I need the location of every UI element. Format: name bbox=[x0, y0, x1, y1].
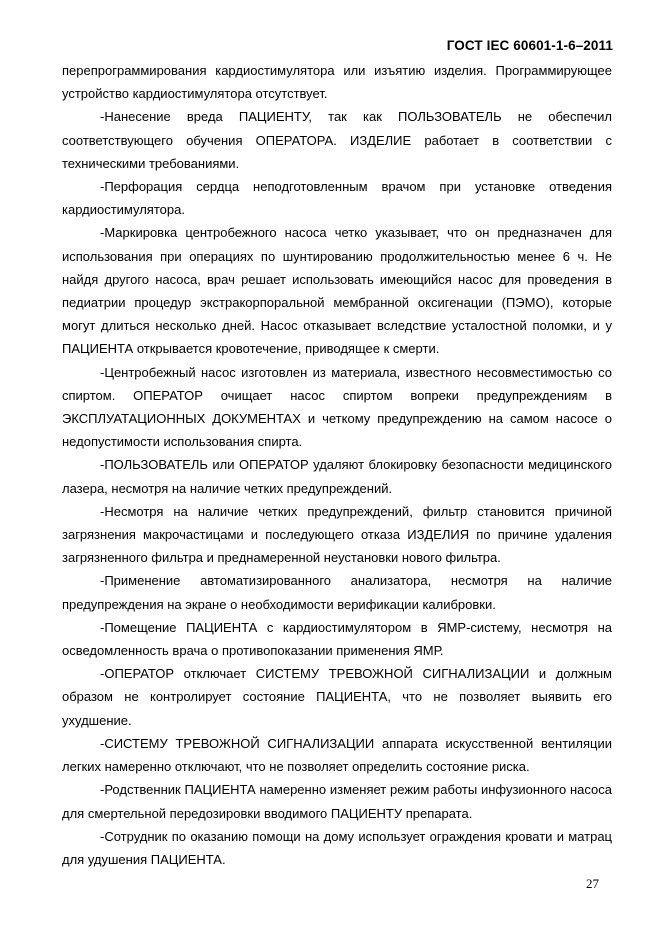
paragraph: -ОПЕРАТОР отключает СИСТЕМУ ТРЕВОЖНОЙ СИГНАЛИЗАЦИИ и должным образом не контролирует состояние ПАЦИЕНТА, что не позволяет выявить его ухудшение. bbox=[62, 666, 612, 728]
paragraph: -Маркировка центробежного насоса четко указывает, что он предназначен для использования при операциях по шунтированию продолжительностью менее 6 ч. Не найдя другого насоса, врач решает использовать имеющийся насос для проведения в педиатрии процедур экстракорпоральной мембранной оксигенации (ПЭМО), которые могут длиться несколько дней. Насос отказывает вследствие усталостной поломки, и у ПАЦИЕНТА открывается кровотечение, приводящее к смерти. bbox=[62, 225, 612, 357]
standard-header: ГОСТ IEC 60601-1-6–2011 bbox=[446, 38, 613, 53]
paragraph: -Сотрудник по оказанию помощи на дому использует ограждения кровати и матрац для удушения ПАЦИЕНТА. bbox=[62, 828, 612, 867]
paragraph: -Помещение ПАЦИЕНТА с кардиостимулятором в ЯМР-систему, несмотря на осведомленность врача о противопоказании применения ЯМР. bbox=[62, 619, 612, 659]
paragraph: -Нанесение вреда ПАЦИЕНТУ, так как ПОЛЬЗОВАТЕЛЬ не обеспечил соответствующего обучения ОПЕРАТОРА. ИЗДЕЛИЕ работает в соответствии с техническими требованиями. bbox=[62, 109, 612, 171]
paragraph: -Применение автоматизированного анализатора, несмотря на наличие предупреждения на экране о необходимости верификации калибровки. bbox=[62, 573, 612, 612]
paragraph: -СИСТЕМУ ТРЕВОЖНОЙ СИГНАЛИЗАЦИИ аппарата искусственной вентиляции легких намеренно отключают, что не позволяет определить состояние риска. bbox=[62, 735, 612, 775]
page-number: 27 bbox=[586, 876, 599, 891]
paragraph: -Несмотря на наличие четких предупреждений, фильтр становится причиной загрязнения макрочастицами и последующего отказа ИЗДЕЛИЯ по причине удаления загрязненного фильтра и преднамеренной неустановки нового фильтра. bbox=[62, 503, 612, 566]
paragraph: -Центробежный насос изготовлен из материала, известного несовместимостью со спиртом. ОПЕРАТОР очищает насос спиртом вопреки предупреждениям в ЭКСПЛУАТАЦИОННЫХ ДОКУМЕНТАХ и четкому предупреждению на самом насосе о недопустимости использования спирта. bbox=[62, 364, 612, 450]
paragraph: -Перфорация сердца неподготовленным врачом при установке отведения кардиостимулятора. bbox=[62, 179, 612, 218]
paragraph: -Родственник ПАЦИЕНТА намеренно изменяет режим работы инфузионного насоса для смертельной передозировки вводимого ПАЦИЕНТУ препарата. bbox=[62, 782, 612, 821]
paragraph: -ПОЛЬЗОВАТЕЛЬ или ОПЕРАТОР удаляют блокировку безопасности медицинского лазера, несмотря на наличие четких предупреждений. bbox=[62, 457, 612, 496]
paragraph-continuation: перепрограммирования кардиостимулятора или изъятию изделия. Программирующее устройство кардиостимулятора отсутствует. bbox=[62, 63, 612, 102]
body-text bbox=[62, 59, 612, 871]
